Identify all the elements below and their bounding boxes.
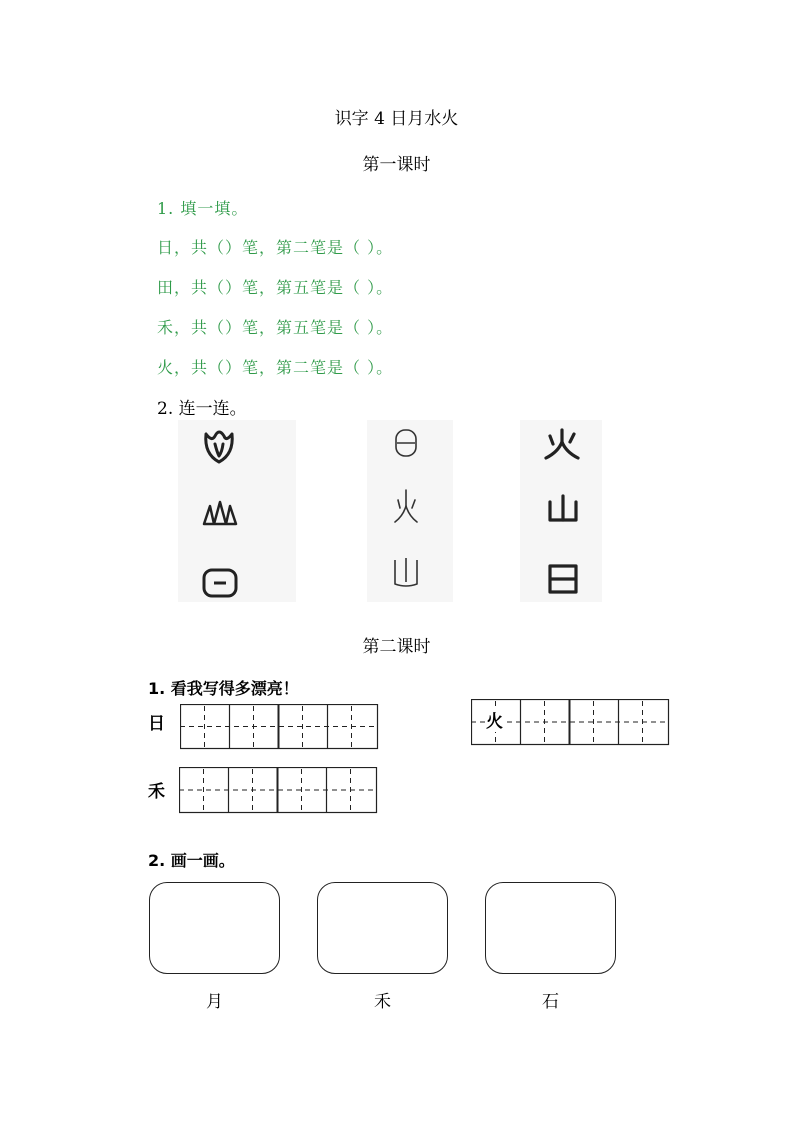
question-1-heading: 1. 填一填。	[157, 199, 249, 218]
question-2-heading: 2. 连一连。	[157, 399, 247, 419]
pictograph-column	[178, 420, 296, 602]
draw-question-heading: 2. 画一画。	[148, 851, 235, 870]
page-title: 识字 4 日月水火	[334, 109, 459, 129]
seal-script-column	[367, 420, 453, 602]
write-question-heading: 1. 看我写得多漂亮！	[148, 679, 299, 698]
draw-label-shi: 石	[542, 992, 559, 1012]
fire-pictograph-icon	[206, 432, 232, 462]
sun-pictograph-icon	[204, 570, 236, 596]
draw-box-he[interactable]	[317, 882, 448, 974]
lesson-1-heading: 第一课时	[362, 155, 431, 175]
fire-modern-icon	[546, 430, 578, 458]
fire-seal-icon	[395, 490, 417, 522]
sun-seal-icon	[396, 430, 416, 456]
writing-grid-ri[interactable]	[180, 704, 380, 754]
modern-character-column	[520, 420, 602, 602]
lesson-2-heading: 第二课时	[362, 637, 431, 657]
sun-modern-icon	[550, 566, 576, 592]
draw-box-yue[interactable]	[149, 882, 280, 974]
fill-line-1: 日，共（）笔，第二笔是（ ）。	[157, 238, 394, 257]
mountain-pictograph-icon	[204, 502, 236, 524]
fill-line-3: 禾，共（）笔，第五笔是（ ）。	[157, 318, 394, 337]
grid-char-huo: 火	[485, 707, 504, 732]
grid-char-ri: 日	[148, 714, 165, 734]
fill-line-2: 田，共（）笔，第五笔是（ ）。	[157, 278, 394, 297]
draw-label-yue: 月	[206, 992, 223, 1012]
fill-line-4: 火，共（）笔，第二笔是（ ）。	[157, 358, 394, 377]
draw-label-he: 禾	[374, 992, 391, 1012]
mountain-seal-icon	[395, 558, 417, 586]
mountain-modern-icon	[550, 496, 576, 520]
grid-char-he: 禾	[148, 782, 165, 802]
draw-box-shi[interactable]	[485, 882, 616, 974]
writing-grid-he[interactable]	[179, 767, 379, 818]
